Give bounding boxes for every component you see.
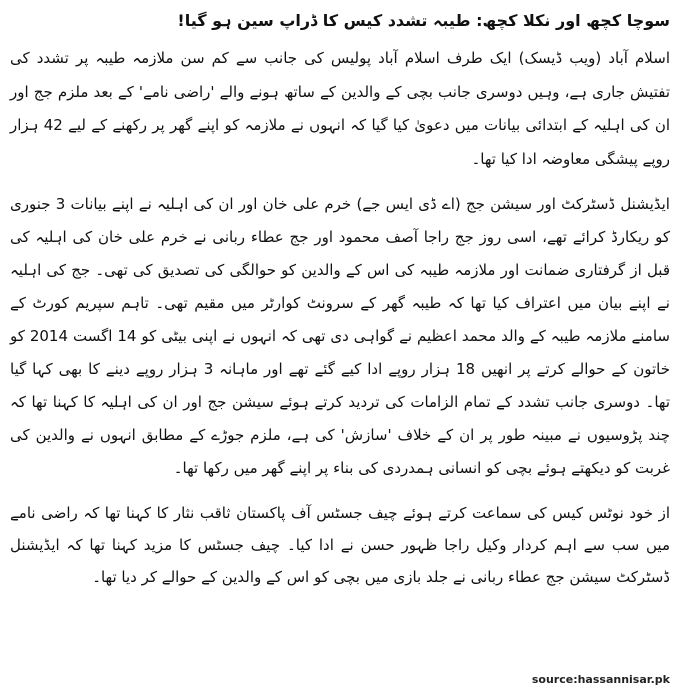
article-paragraph-3: از خود نوٹس کیس کی سماعت کرتے ہوئے چیف جسٹس آف پاکستان ثاقب نثار کا کہنا تھا کہ راضی نامے میں سب سے اہم کردار وکیل راجا ظہور حسن نے ادا کیا۔ چیف جسٹس کا مزید کہنا تھا کہ ایڈیشنل ڈسٹرکٹ سیشن جج عطاء ربانی نے جلد بازی میں بچی کو اس کے والدین کے حوالے کر دیا تھا۔ <box>10 504 670 586</box>
article-paragraph-1: اسلام آباد (ویب ڈیسک) ایک طرف اسلام آباد پولیس کی جانب سے کم سن ملازمہ طیبہ پر تشدد کی تفتیش جاری ہے، وہیں دوسری جانب بچی کے والدین کے ساتھ ہونے والے 'راضی نامے' کے بعد ملزم جج اور ان کی اہلیہ کے ابتدائی بیانات میں دعویٰ کیا گیا کہ انہوں نے ملازمہ کو اپنے گھر پر رکھنے کے لیے 42 ہزار روپے پیشگی معاوضہ ادا کیا تھا۔ <box>10 49 670 168</box>
source-credit: source:hassannisar.pk <box>531 673 670 686</box>
article-headline: سوچا کچھ اور نکلا کچھ: طیبہ تشدد کیس کا ڈراپ سین ہو گیا! <box>177 11 670 30</box>
article-paragraph-2: ایڈیشنل ڈسٹرکٹ اور سیشن جج (اے ڈی ایس جے) خرم علی خان اور ان کی اہلیہ نے اپنے بیانات 3 جنوری کو ریکارڈ کرائے تھے، اسی روز جج راجا آصف محمود اور جج عطاء ربانی نے خرم علی خان کی اہلیہ کی قبل از گرفتاری ضمانت اور ملازمہ طیبہ کی اس کے والدین کو حوالگی کی تصدیق کی تھی۔ جج کی اہلیہ نے اپنے بیان میں اعتراف کیا تھا کہ طیبہ گھر کے سرونٹ کوارٹر میں مقیم تھی۔ تاہم سپریم کورٹ کے سامنے ملازمہ طیبہ کے والد محمد اعظیم نے گواہی دی تھی کہ انہوں نے اپنی بیٹی کو 14 اگست 2014 کو خاتون کے حوالے کرتے پر انھیں 18 ہزار روپے ادا کیے گئے تھے اور ماہانہ 3 ہزار روپے دینے کا بھی کہا گیا تھا۔ دوسری جانب تشدد کے تمام الزامات کی تردید کرتے ہوئے سیشن جج اور ان کی اہلیہ کا کہنا تھا کہ چند پڑوسیوں نے مبینہ طور پر ان کے خلاف 'سازش' کی ہے، ملزم جوڑے کے مطابق انہوں نے والدین کی غربت کو دیکھتے ہوئے بچی کو انسانی ہمدردی کی بناء پر اپنے گھر میں رکھا تھا۔ <box>10 195 671 477</box>
news-article <box>10 6 670 605</box>
